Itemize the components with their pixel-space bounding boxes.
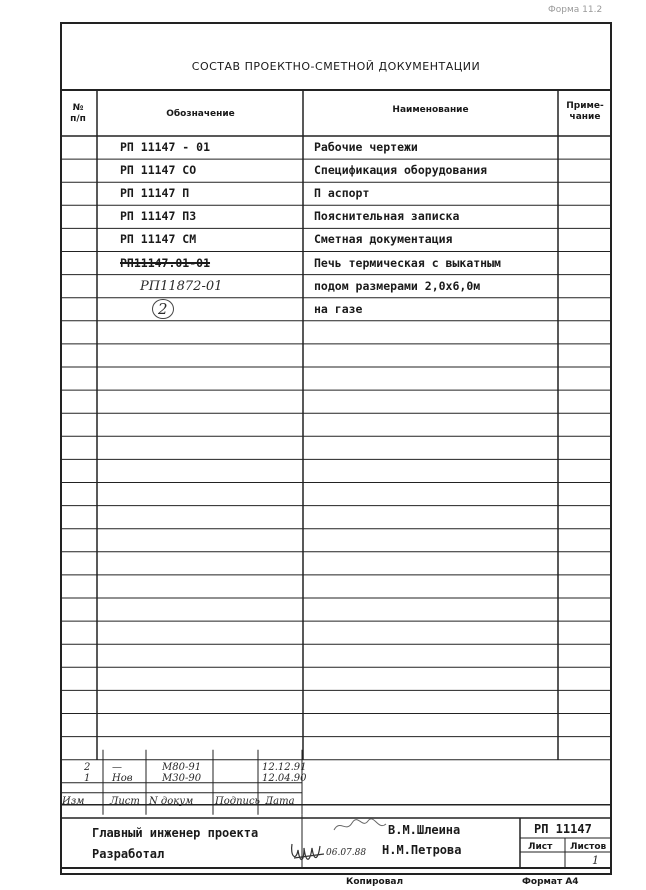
revision-doc: М30-90 (162, 772, 202, 784)
revision-header-sign: Подпись (215, 795, 261, 807)
row-name: П аспорт (314, 186, 370, 201)
revision-header-list: Лист (110, 795, 140, 807)
row-name: Печь термическая с выкатным (314, 255, 501, 270)
header-num: № п/п (70, 103, 86, 124)
row-designation: 2 (152, 299, 174, 319)
revision-izm: 1 (84, 772, 91, 784)
developer-role: Разработал (92, 847, 165, 861)
developer-signature (286, 836, 328, 868)
document-title: СОСТАВ ПРОЕКТНО-СМЕТНОЙ ДОКУМЕНТАЦИИ (191, 60, 481, 73)
revision-doc: М80-91 (162, 761, 202, 773)
row-name: Пояснительная записка (314, 209, 460, 224)
format-label: Формат А4 (522, 877, 579, 887)
sheets-label: Листов (570, 842, 607, 852)
sheets-value: 1 (592, 854, 599, 867)
revision-date: 12.12.91 (262, 761, 307, 773)
header-designation: Обозначение (166, 109, 235, 119)
revision-date: 12.04.90 (262, 772, 307, 784)
row-designation: РП 11147 - 01 (120, 140, 211, 154)
chief-signature (330, 815, 390, 837)
revision-header-izm: Изм (62, 795, 85, 807)
row-designation: РП11147.01-01 (120, 255, 211, 270)
sheet-label: Лист (528, 842, 553, 852)
chief-engineer-role: Главный инженер проекта (92, 826, 259, 840)
row-name: Сметная документация (314, 232, 453, 247)
copied-label: Копировал (346, 877, 404, 887)
row-designation: РП 11147 СМ (120, 232, 197, 247)
revision-header-doc: N докум (149, 795, 194, 807)
row-designation: РП 11147 ПЗ (120, 209, 197, 224)
row-designation: РП 11147 П (120, 186, 190, 201)
row-name: Спецификация оборудования (314, 163, 488, 178)
row-name: на газе (314, 301, 363, 316)
revision-header-date: Дата (265, 795, 295, 807)
header-name: Наименование (392, 105, 469, 115)
developer-date: 06.07.88 (326, 848, 367, 858)
row-name: подом размерами 2,0х6,0м (314, 278, 481, 293)
row-designation: РП 11147 СО (120, 163, 197, 178)
document-code: РП 11147 (534, 822, 592, 836)
row-name: Рабочие чертежи (314, 140, 418, 154)
developer-name: Н.М.Петрова (382, 843, 462, 857)
header-note: Приме- чание (566, 101, 604, 122)
revision-list: Нов (112, 772, 133, 784)
revision-list: — (112, 761, 122, 773)
row-designation: РП11872-01 (140, 278, 223, 294)
chief-engineer-name: В.М.Шлеина (388, 823, 461, 837)
corner-label: Форма 11.2 (548, 5, 603, 15)
revision-izm: 2 (84, 761, 91, 773)
